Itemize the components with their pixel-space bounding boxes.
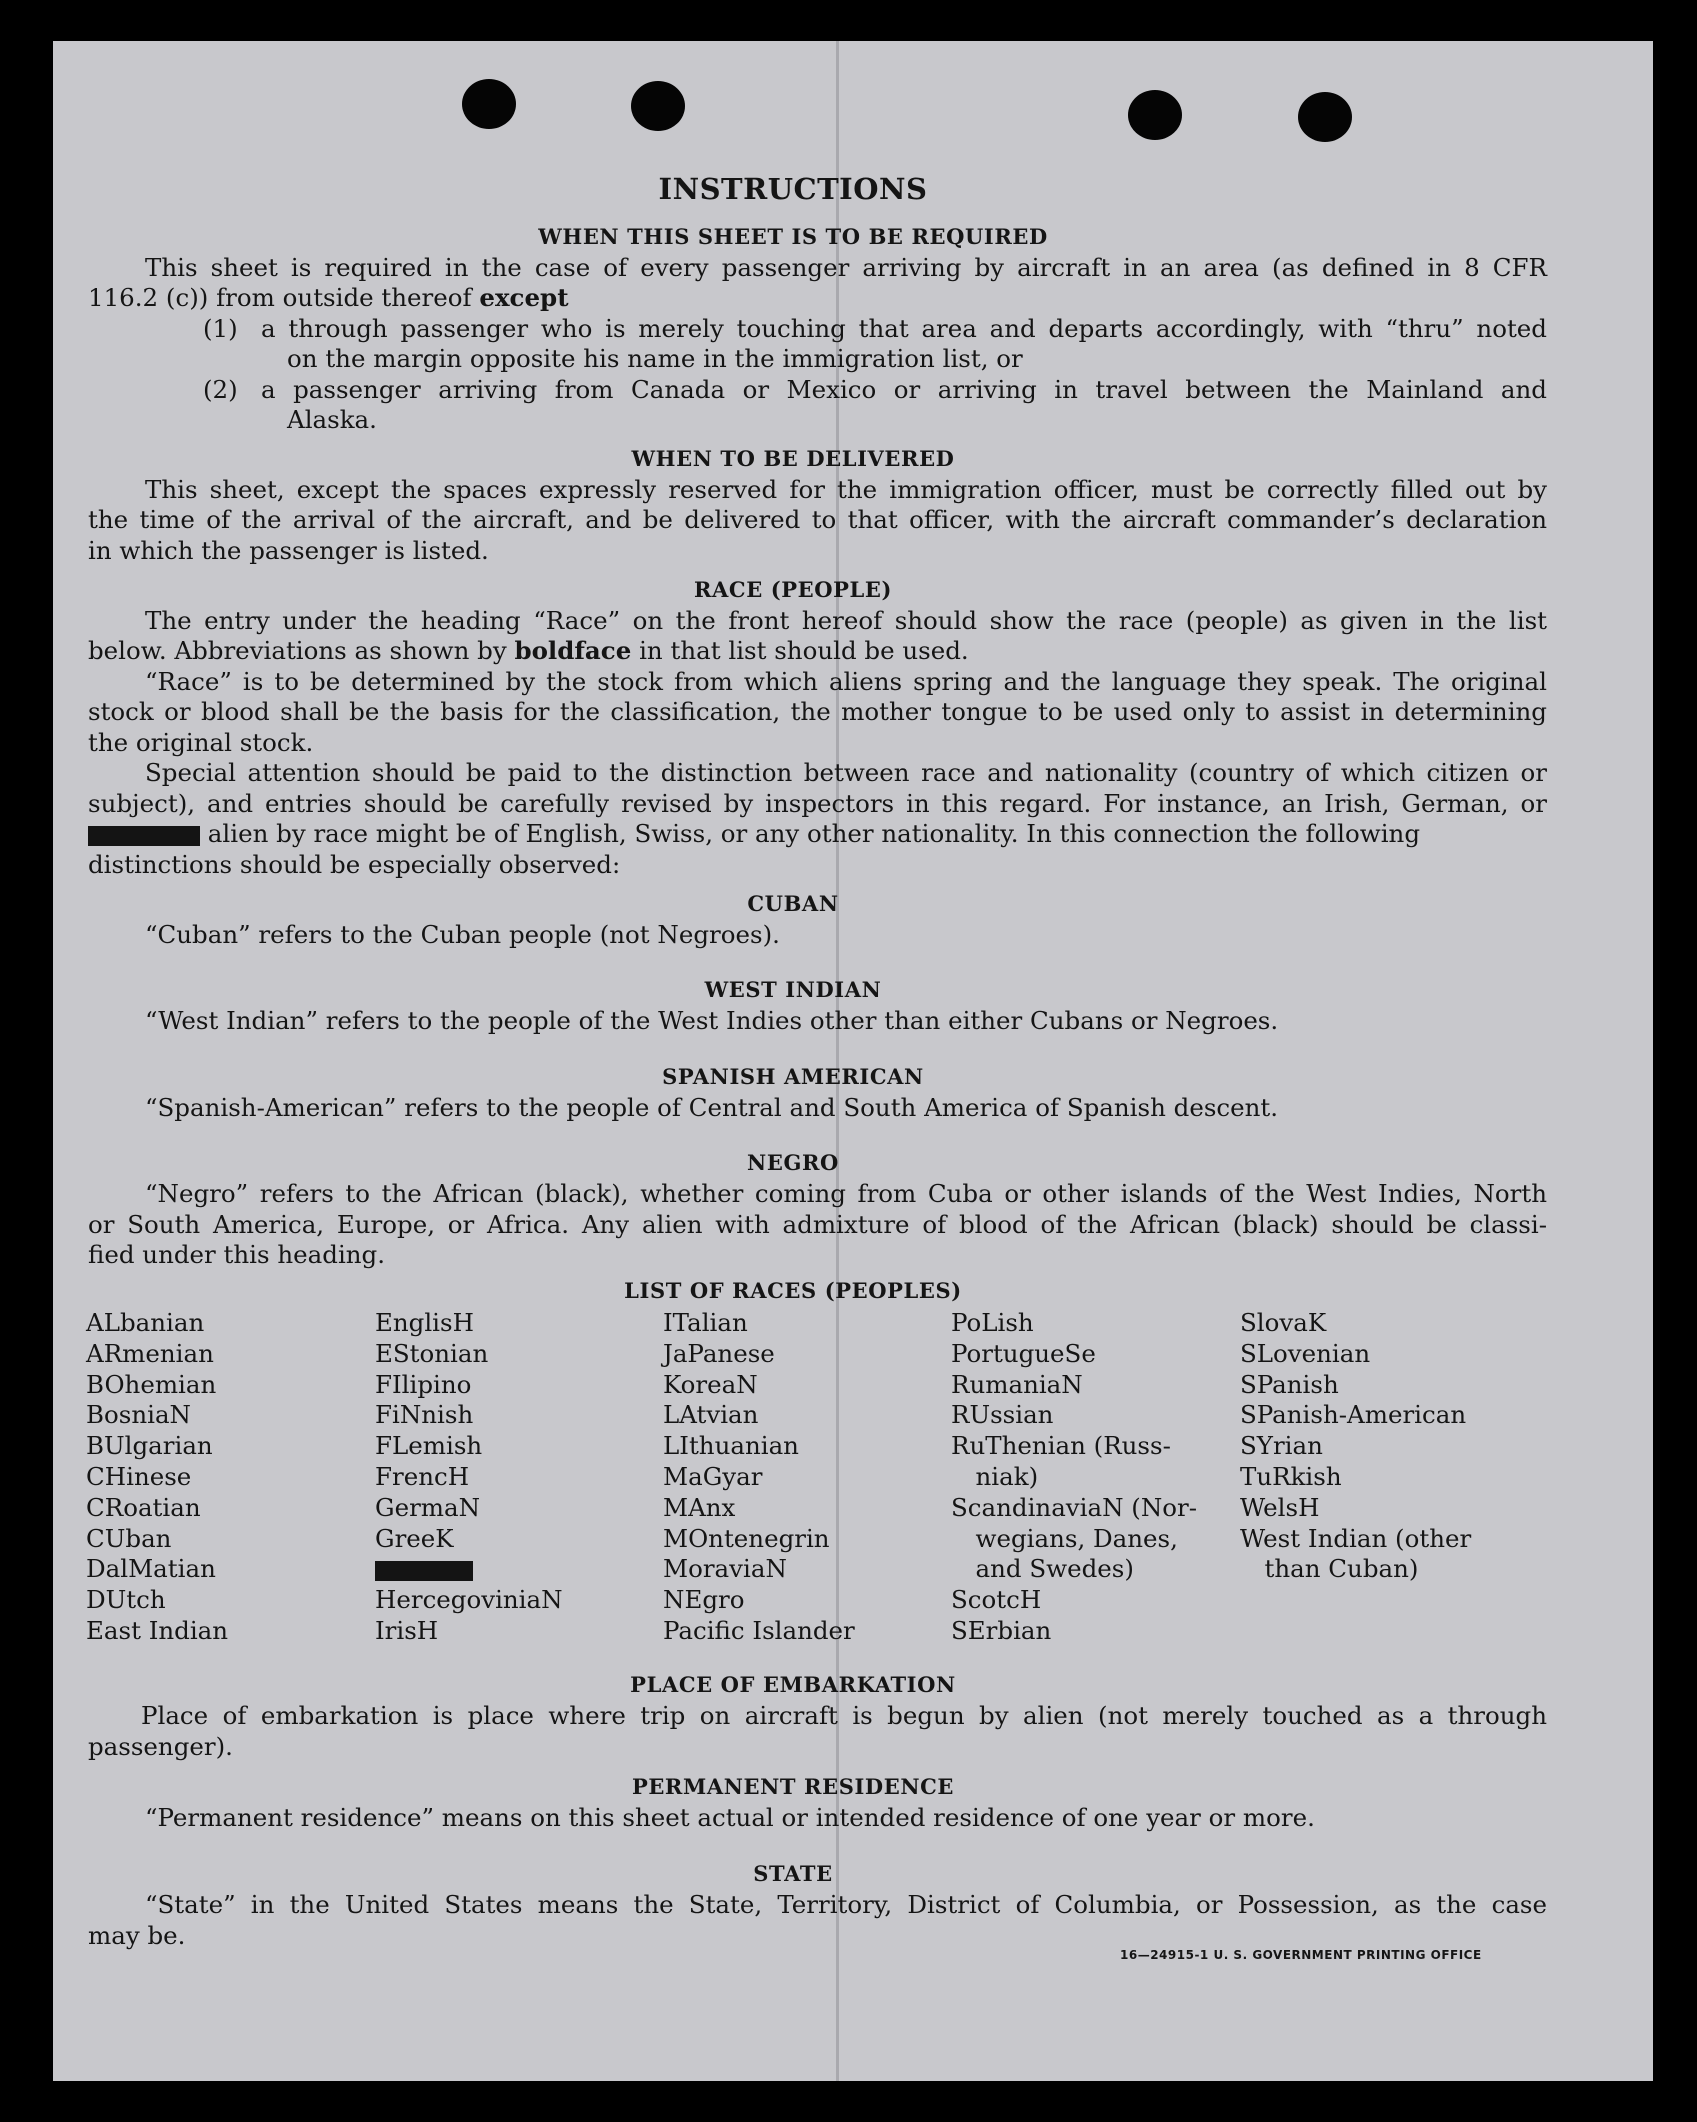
race-entry: SlovaK	[1240, 1308, 1327, 1337]
race-entry: CRoatian	[86, 1492, 201, 1522]
race-p3-line3-text: alien by race might be of English, Swiss, or any other nationality. In this connection the following	[200, 819, 1421, 848]
race-p1-line2-start: below. Abbreviations as shown by	[88, 636, 515, 665]
race-entry: KoreaN	[663, 1369, 758, 1399]
item1-line1: a through passenger who is merely touching that area and departs accordingly, with “thru” noted	[261, 314, 1547, 343]
race-entry: FLemish	[375, 1431, 483, 1461]
race-p2-line1: “Race” is to be determined by the stock from which aliens spring and the language they speak. The original	[145, 667, 1547, 696]
race-entry: West Indian (other	[1240, 1523, 1472, 1553]
race-entry: BOhemian	[86, 1369, 217, 1399]
race-entry: SPanish-American	[1240, 1400, 1467, 1430]
race-entry: MaGyar	[663, 1462, 763, 1491]
negro-line2: or South America, Europe, or Africa. Any alien with admixture of blood of the African (black) should be classi-	[88, 1210, 1547, 1239]
heading-state: STATE	[753, 1861, 833, 1886]
race-entry: HercegoviniaN	[375, 1585, 563, 1615]
race-entry: DUtch	[86, 1585, 166, 1615]
race-entry: JaPanese	[663, 1338, 775, 1368]
race-p3-line1: Special attention should be paid to the distinction between race and nationality (country of which citizen or	[145, 758, 1547, 787]
heading-required: WHEN THIS SHEET IS TO BE REQUIRED	[538, 224, 1048, 249]
redaction-mark	[375, 1561, 473, 1581]
race-p2-line2: stock or blood shall be the basis for the classification, the mother tongue to be used only to assist in determining	[88, 697, 1547, 726]
heading-race: RACE (PEOPLE)	[693, 577, 893, 602]
race-entry: ARmenian	[86, 1338, 214, 1368]
race-entry: CUban	[86, 1523, 172, 1553]
race-p3-line2: subject), and entries should be carefully revised by inspectors in this regard. For instance, an Irish, German, or	[88, 789, 1547, 818]
race-entry: ScandinaviaN (Nor-	[951, 1492, 1198, 1522]
race-boldface-word: boldface	[514, 636, 632, 665]
item1-number: (1)	[203, 314, 238, 343]
state-line1: “State” in the United States means the State, Territory, District of Columbia, or Possession, as the case	[145, 1890, 1547, 1919]
state-line2: may be.	[88, 1921, 186, 1950]
heading-negro: NEGRO	[747, 1150, 839, 1175]
race-p1-line1: The entry under the heading “Race” on the front hereof should show the race (people) as given in the list	[145, 606, 1547, 635]
heading-permanent-residence: PERMANENT RESIDENCE	[631, 1774, 955, 1799]
race-entry: ITalian	[663, 1308, 748, 1337]
race-entry: RUssian	[951, 1400, 1054, 1430]
race-entry: EnglisH	[375, 1308, 474, 1337]
printing-office-code: 16—24915-1 U. S. GOVERNMENT PRINTING OFFICE	[1120, 1948, 1482, 1962]
race-p3-line4: distinctions should be especially observed:	[88, 850, 621, 879]
race-entry: and Swedes)	[951, 1554, 1134, 1584]
heading-west-indian: WEST INDIAN	[704, 977, 882, 1002]
required-line2-text: 116.2 (c)) from outside thereof	[88, 283, 480, 312]
race-entry: BUlgarian	[86, 1431, 213, 1461]
embarkation-line2: passenger).	[88, 1732, 233, 1761]
negro-line1: “Negro” refers to the African (black), whether coming from Cuba or other islands of the West Indies, North	[145, 1179, 1547, 1208]
item1-line2: on the margin opposite his name in the immigration list, or	[287, 344, 1023, 373]
race-entry: RuThenian (Russ-	[951, 1431, 1171, 1461]
heading-embarkation: PLACE OF EMBARKATION	[630, 1672, 956, 1697]
race-entry: RumaniaN	[951, 1369, 1083, 1399]
punch-hole	[1128, 90, 1182, 140]
race-entry: Pacific Islander	[663, 1616, 855, 1645]
required-except: except	[479, 283, 569, 312]
heading-spanish-american: SPANISH AMERICAN	[662, 1064, 924, 1089]
race-entry: GermaN	[375, 1492, 481, 1522]
race-entry: East Indian	[86, 1616, 229, 1645]
race-entry: SYrian	[1240, 1431, 1323, 1461]
race-entry: ALbanian	[86, 1308, 205, 1337]
race-entry: FIlipino	[375, 1369, 472, 1399]
heading-cuban: CUBAN	[747, 891, 839, 916]
race-entry: SLovenian	[1240, 1338, 1371, 1368]
race-entry: PortugueSe	[951, 1338, 1096, 1368]
heading-list-of-races: LIST OF RACES (PEOPLES)	[624, 1278, 962, 1303]
race-entry	[375, 1553, 473, 1584]
race-entry: PoLish	[951, 1308, 1034, 1337]
race-p1-line2	[88, 635, 969, 666]
heading-delivered: WHEN TO BE DELIVERED	[631, 446, 955, 471]
punch-hole	[1298, 92, 1352, 142]
required-line2	[88, 282, 569, 313]
race-entry: IrisH	[375, 1616, 439, 1645]
race-entry: FiNnish	[375, 1400, 474, 1430]
race-entry: GreeK	[375, 1523, 454, 1553]
race-entry: SPanish	[1240, 1369, 1339, 1399]
item2-number: (2)	[203, 375, 238, 404]
punch-hole	[631, 81, 685, 131]
race-entry: wegians, Danes,	[951, 1523, 1178, 1553]
race-entry: WelsH	[1240, 1492, 1320, 1522]
race-p3-line3	[88, 818, 1547, 849]
race-entry: LIthuanian	[663, 1431, 799, 1461]
item2-line2: Alaska.	[287, 405, 377, 434]
race-entry: DalMatian	[86, 1554, 216, 1584]
race-entry: EStonian	[375, 1338, 489, 1368]
race-entry: NEgro	[663, 1585, 745, 1615]
punch-hole	[462, 79, 516, 129]
race-entry: FrencH	[375, 1462, 470, 1491]
page-title: INSTRUCTIONS	[658, 172, 928, 206]
race-entry: MOntenegrin	[663, 1523, 830, 1553]
race-entry: ScotcH	[951, 1585, 1042, 1615]
race-entry: BosniaN	[86, 1400, 191, 1430]
spanish-american-text: “Spanish-American” refers to the people of Central and South America of Spanish descent.	[145, 1093, 1279, 1122]
negro-line3: fied under this heading.	[88, 1240, 386, 1269]
race-p1-line2-end: in that list should be used.	[631, 636, 969, 665]
race-entry: MAnx	[663, 1492, 736, 1522]
race-entry: MoraviaN	[663, 1554, 787, 1584]
permanent-residence-text: “Permanent residence” means on this sheet actual or intended residence of one year or more.	[145, 1803, 1315, 1832]
race-entry: CHinese	[86, 1462, 192, 1491]
race-entry: LAtvian	[663, 1400, 759, 1430]
race-entry: SErbian	[951, 1616, 1052, 1645]
item2-line1: a passenger arriving from Canada or Mexico or arriving in travel between the Mainland and	[261, 375, 1547, 404]
west-indian-text: “West Indian” refers to the people of the West Indies other than either Cubans or Negroes.	[145, 1006, 1279, 1035]
race-entry: TuRkish	[1240, 1462, 1342, 1491]
race-entry: niak)	[951, 1462, 1039, 1491]
delivered-line2: the time of the arrival of the aircraft, and be delivered to that officer, with the aircraft commander’s declaration	[88, 505, 1547, 534]
delivered-line1: This sheet, except the spaces expressly reserved for the immigration officer, must be correctly filled out by	[145, 475, 1547, 504]
redaction-mark	[88, 826, 200, 846]
race-p2-line3: the original stock.	[88, 728, 314, 757]
cuban-text: “Cuban” refers to the Cuban people (not Negroes).	[145, 920, 780, 949]
document-sheet	[53, 41, 1653, 2081]
required-line1: This sheet is required in the case of every passenger arriving by aircraft in an area (as defined in 8 CFR	[145, 253, 1547, 282]
delivered-line3: in which the passenger is listed.	[88, 536, 489, 565]
embarkation-line1: Place of embarkation is place where trip on aircraft is begun by alien (not merely touched as a through	[141, 1701, 1547, 1730]
race-entry: than Cuban)	[1240, 1554, 1419, 1584]
